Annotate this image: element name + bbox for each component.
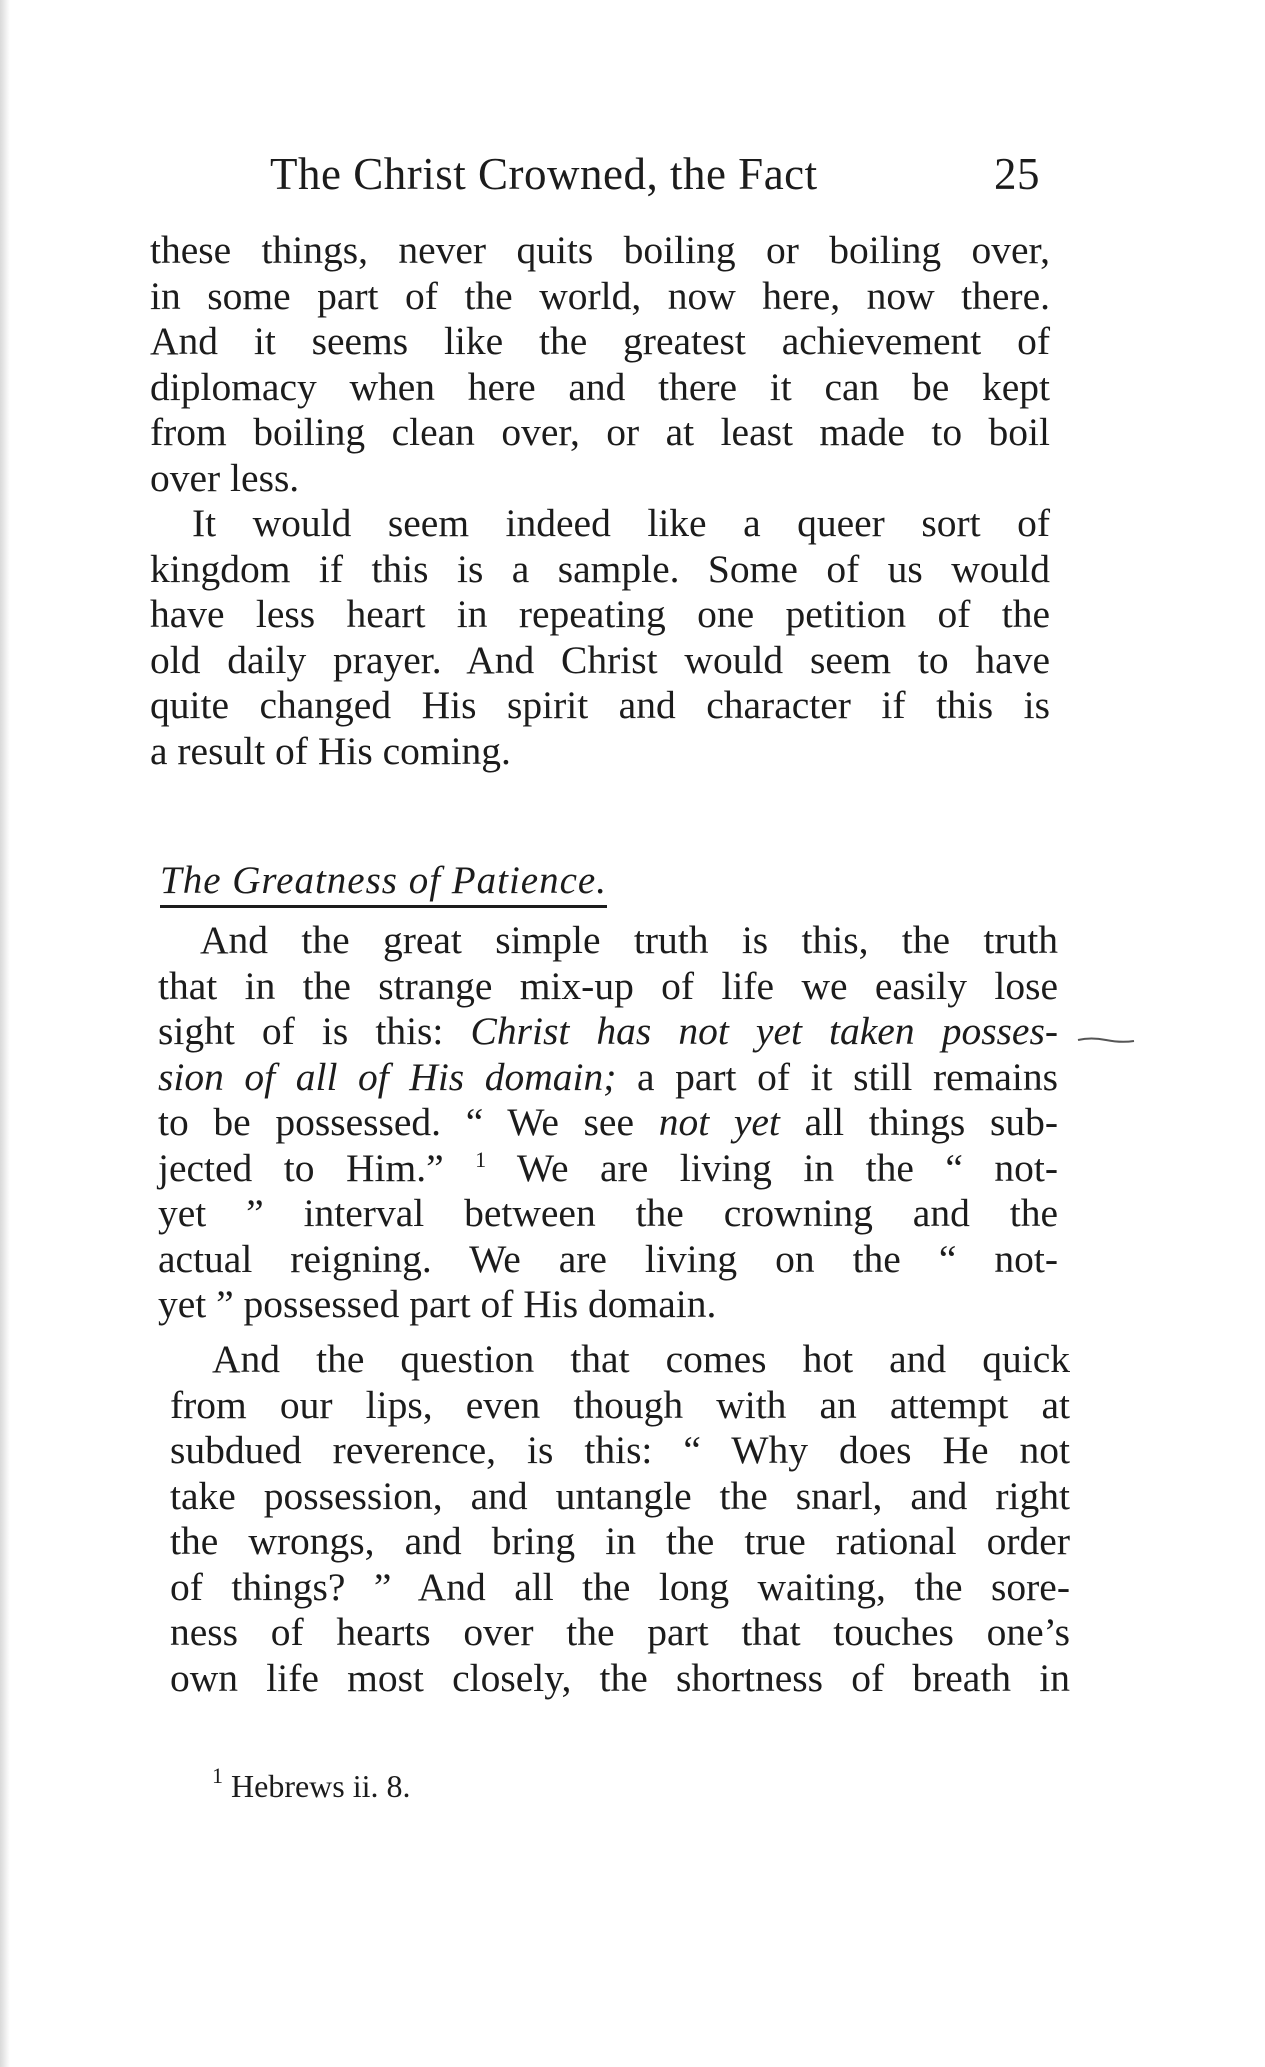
body-text-bottom (170, 1337, 1070, 1701)
text-run: We are living in the “ not- (486, 1145, 1058, 1190)
running-title: The Christ Crowned, the Fact (270, 149, 818, 199)
text-run: sight of is this: (158, 1009, 471, 1053)
text-run: jected to Him.” (158, 1145, 476, 1190)
footnote (212, 1763, 411, 1805)
paragraph (150, 501, 1050, 774)
text-line: subdued reverence, is this: “ Why does He not (170, 1428, 1070, 1472)
italic-run: sion of all of His domain; (158, 1054, 617, 1099)
text-line: have less heart in repeating one petition of the (150, 592, 1050, 636)
text-line: these things, never quits boiling or boiling over, (150, 228, 1050, 272)
text-line: And the great simple truth is this, the truth (200, 918, 1058, 962)
text-line: of things? ” And all the long waiting, the sore- (170, 1564, 1070, 1609)
text-line: It would seem indeed like a queer sort of (192, 501, 1050, 545)
text-line: yet ” interval between the crowning and the (158, 1191, 1058, 1235)
footnote-ref: 1 (475, 1146, 487, 1172)
text-line: And the question that comes hot and quick (212, 1337, 1070, 1381)
italic-run: not yet (658, 1100, 780, 1144)
text-run: to be possessed. “ We see (158, 1100, 659, 1144)
text-line (158, 1055, 1058, 1101)
section-heading: The Greatness of Patience. (160, 858, 607, 908)
text-line: from our lips, even though with an attempt at (170, 1382, 1070, 1427)
footnote-marker: 1 (212, 1763, 223, 1788)
text-line: kingdom if this is a sample. Some of us would (150, 546, 1050, 591)
running-head (270, 148, 1040, 204)
text-line (158, 1100, 1058, 1146)
margin-pencil-mark (1076, 1036, 1136, 1044)
text-line: in some part of the world, now here, now there. (150, 273, 1050, 318)
text-line: quite changed His spirit and character if this is (150, 683, 1050, 727)
text-line: ness of hearts over the part that touches one’s (170, 1610, 1070, 1654)
text-line (158, 1009, 1058, 1055)
text-run: all things sub- (779, 1100, 1059, 1144)
text-line: a result of His coming. (150, 728, 511, 773)
page-number: 25 (994, 149, 1040, 199)
text-line: old daily prayer. And Christ would seem to have (150, 637, 1050, 682)
text-line: that in the strange mix-up of life we easily lose (158, 963, 1058, 1008)
text-line (158, 1146, 1058, 1192)
body-text-middle (158, 918, 1058, 1328)
body-text-top (150, 228, 1050, 774)
text-line: own life most closely, the shortness of breath in (170, 1655, 1070, 1700)
text-run: a part of it still remains (616, 1054, 1058, 1099)
text-line: And it seems like the greatest achievement of (150, 319, 1050, 363)
text-line: the wrongs, and bring in the true rational order (170, 1519, 1070, 1563)
text-line: actual reigning. We are living on the “ not- (158, 1236, 1058, 1281)
text-line: take possession, and untangle the snarl, and right (170, 1473, 1070, 1518)
italic-run: Christ has not yet taken posses- (470, 1009, 1058, 1053)
text-line: over less. (150, 455, 300, 500)
text-line: yet ” possessed part of His domain. (158, 1282, 717, 1326)
text-line: diplomacy when here and there it can be kept (150, 364, 1050, 409)
paragraph (150, 228, 1050, 501)
page-edge-shadow (0, 0, 10, 2067)
text-line: from boiling clean over, or at least made to boil (150, 410, 1050, 454)
footnote-text: Hebrews ii. 8. (231, 1768, 411, 1804)
